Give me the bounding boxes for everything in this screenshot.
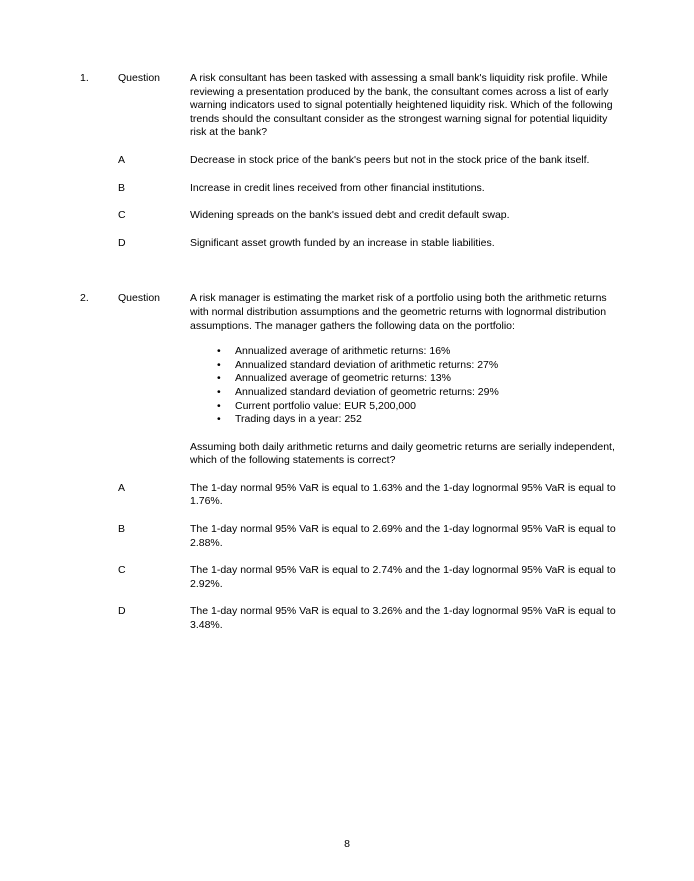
answer-option-1c [80,209,625,223]
answer-option-2d [80,605,625,632]
answer-text-2a: The 1-day normal 95% VaR is equal to 1.63% and the 1-day lognormal 95% VaR is equal to 1.76%. [190,481,616,508]
question-block-2 [80,292,625,632]
answer-option-1d [80,237,625,251]
question-stem-row-1 [80,72,625,140]
question-stem-1: A risk consultant has been tasked with assessing a small bank's liquidity risk profile. While reviewing a presentation produced by the bank, the consultant comes across a list of early warning indicators used to signal potentially heightened liquidity risk. Which of the following trends should the consultant consider as the strongest warning signal for potential liquidity risk at the bank? [190,72,613,139]
list-item: • Current portfolio value: EUR 5,200,000 [190,400,624,414]
answer-letter-1c: C [118,209,126,222]
answer-option-1b [80,182,625,196]
list-item: • Trading days in a year: 252 [190,413,624,427]
list-item: • Annualized standard deviation of arithmetic returns: 27% [190,359,624,373]
answer-letter-2a: A [118,481,126,494]
answer-option-2a [80,482,625,509]
page-number-footer: 8 [344,838,350,850]
answer-text-1c: Widening spreads on the bank's issued debt and credit default swap. [190,209,510,222]
answer-text-1d: Significant asset growth funded by an increase in stable liabilities. [190,236,495,249]
answer-option-2b [80,523,625,550]
question-block-1 [80,72,625,250]
question-stem-row-2 [80,292,625,468]
question-label-2: Question [118,292,161,305]
answer-letter-2d: D [118,605,126,618]
list-item: • Annualized standard deviation of geometric returns: 29% [190,386,624,400]
question-followup-2: Assuming both daily arithmetic returns and daily geometric returns are serially independent, which of the following statements is correct? [190,440,615,467]
list-item: • Annualized average of geometric returns: 13% [190,372,624,386]
answer-option-1a [80,154,625,168]
answer-text-1a: Decrease in stock price of the bank's peers but not in the stock price of the bank itself. [190,153,590,166]
page-content [80,72,625,633]
question-number-1: 1. [80,72,89,84]
answer-letter-2b: B [118,523,126,536]
answer-letter-2c: C [118,564,126,577]
question-stem-2 [190,292,624,468]
list-item: • Annualized average of arithmetic returns: 16% [190,345,624,359]
answer-text-1b: Increase in credit lines received from other financial institutions. [190,181,485,194]
answer-letter-1b: B [118,181,126,194]
answer-text-2b: The 1-day normal 95% VaR is equal to 2.69% and the 1-day lognormal 95% VaR is equal to 2.88%. [190,523,616,549]
answer-text-2c: The 1-day normal 95% VaR is equal to 2.74% and the 1-day lognormal 95% VaR is equal to 2.92%. [190,564,616,590]
answer-letter-1d: D [118,236,126,249]
question-label-1: Question [118,72,161,84]
section-gap [80,250,625,292]
answer-option-2c [80,564,625,591]
question-data-list-2 [190,345,624,427]
answer-letter-1a: A [118,153,126,166]
answer-text-2d: The 1-day normal 95% VaR is equal to 3.26% and the 1-day lognormal 95% VaR is equal to 3.48%. [190,605,616,632]
question-number-2: 2. [80,292,89,305]
question-stem-text-2: A risk manager is estimating the market risk of a portfolio using both the arithmetic returns with normal distribution assumptions and the geometric returns with lognormal distribution assumptions. The manager gathers the following data on the portfolio: [190,292,607,332]
